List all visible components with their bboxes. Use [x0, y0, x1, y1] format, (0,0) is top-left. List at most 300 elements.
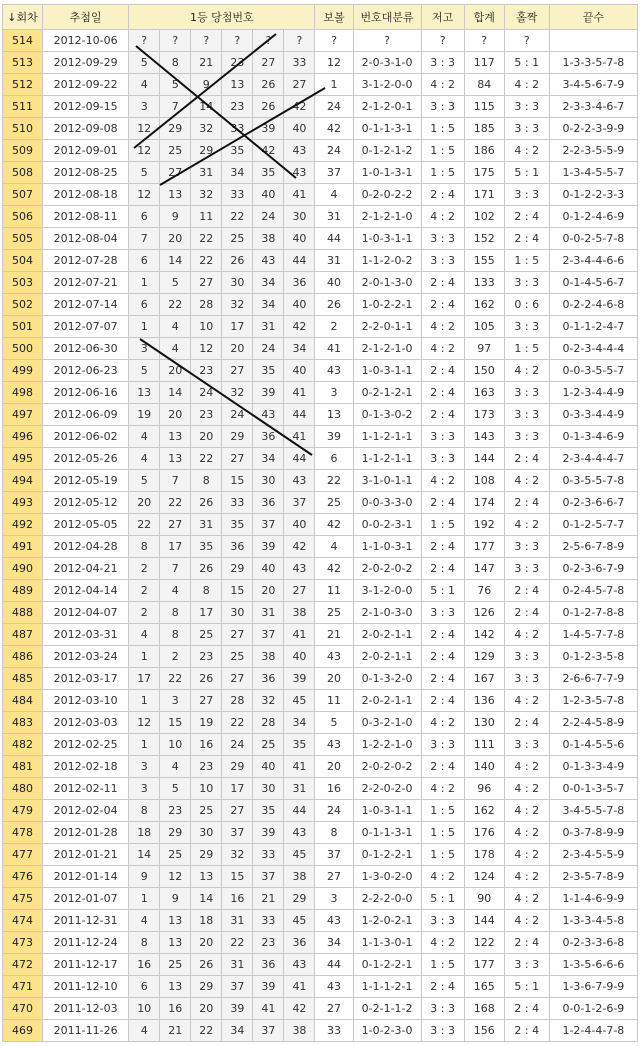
cell-n6: 43: [284, 140, 315, 162]
cell-round[interactable]: 483: [3, 712, 43, 734]
cell-date: 2012-05-19: [43, 470, 129, 492]
cell-round[interactable]: 510: [3, 118, 43, 140]
cell-low-high: 4 : 2: [421, 778, 464, 800]
cell-n1: 5: [129, 162, 160, 184]
cell-n4: 31: [222, 954, 253, 976]
cell-n2: 9: [160, 206, 191, 228]
cell-n4: 34: [222, 162, 253, 184]
cell-date: 2012-07-21: [43, 272, 129, 294]
cell-n4: ?: [222, 30, 253, 52]
cell-low-high: 2 : 4: [421, 382, 464, 404]
cell-end-digits: 1-4-5-7-7-8: [549, 624, 637, 646]
cell-n2: 7: [160, 470, 191, 492]
cell-n4: 33: [222, 118, 253, 140]
cell-band: 1-1-2-1-1: [353, 426, 421, 448]
cell-round[interactable]: 497: [3, 404, 43, 426]
cell-odd-even: 2 : 4: [504, 580, 549, 602]
cell-end-digits: 2-3-3-4-6-7: [549, 96, 637, 118]
cell-n1: 8: [129, 932, 160, 954]
cell-bonus: 43: [315, 734, 353, 756]
table-row: [3, 866, 638, 888]
cell-n6: 40: [284, 514, 315, 536]
cell-bonus: 31: [315, 206, 353, 228]
cell-n2: 16: [160, 998, 191, 1020]
cell-n5: 27: [253, 52, 284, 74]
cell-n5: 33: [253, 844, 284, 866]
cell-round[interactable]: 486: [3, 646, 43, 668]
cell-band: 0-1-2-2-1: [353, 954, 421, 976]
cell-round[interactable]: 511: [3, 96, 43, 118]
cell-n5: 39: [253, 118, 284, 140]
cell-low-high: 3 : 3: [421, 602, 464, 624]
header-row: [3, 5, 638, 30]
cell-n4: 25: [222, 228, 253, 250]
cell-sum: 162: [464, 800, 504, 822]
cell-low-high: 2 : 4: [421, 690, 464, 712]
cell-n3: 31: [191, 162, 222, 184]
cell-n5: 37: [253, 514, 284, 536]
cell-bonus: 27: [315, 866, 353, 888]
cell-end-digits: 0-1-1-2-4-7: [549, 316, 637, 338]
table-row: [3, 822, 638, 844]
cell-band: 1-0-3-1-1: [353, 360, 421, 382]
cell-sum: 162: [464, 294, 504, 316]
table-row: [3, 272, 638, 294]
cell-sum: 105: [464, 316, 504, 338]
cell-round[interactable]: 505: [3, 228, 43, 250]
table-row: [3, 888, 638, 910]
cell-bonus: 25: [315, 492, 353, 514]
cell-low-high: 2 : 4: [421, 646, 464, 668]
cell-odd-even: 2 : 4: [504, 228, 549, 250]
cell-n2: 20: [160, 360, 191, 382]
cell-date: 2012-06-16: [43, 382, 129, 404]
cell-band: 0-1-3-0-2: [353, 404, 421, 426]
cell-n2: 15: [160, 712, 191, 734]
cell-n4: 33: [222, 492, 253, 514]
cell-n3: 26: [191, 668, 222, 690]
cell-odd-even: 3 : 3: [504, 316, 549, 338]
cell-low-high: 1 : 5: [421, 118, 464, 140]
cell-n6: 38: [284, 866, 315, 888]
cell-n1: 4: [129, 74, 160, 96]
cell-end-digits: 2-3-4-4-6-6: [549, 250, 637, 272]
cell-n2: 7: [160, 558, 191, 580]
cell-n5: 43: [253, 404, 284, 426]
cell-n2: 21: [160, 1020, 191, 1042]
cell-round[interactable]: 484: [3, 690, 43, 712]
cell-sum: 140: [464, 756, 504, 778]
cell-date: 2012-04-28: [43, 536, 129, 558]
cell-bonus: 33: [315, 1020, 353, 1042]
cell-sum: 177: [464, 954, 504, 976]
cell-odd-even: 3 : 3: [504, 426, 549, 448]
cell-bonus: 43: [315, 360, 353, 382]
cell-date: 2012-01-21: [43, 844, 129, 866]
cell-bonus: 22: [315, 470, 353, 492]
cell-round[interactable]: 514: [3, 30, 43, 52]
cell-n6: 43: [284, 470, 315, 492]
cell-n1: 1: [129, 888, 160, 910]
cell-low-high: 2 : 4: [421, 668, 464, 690]
cell-sum: 163: [464, 382, 504, 404]
cell-bonus: 43: [315, 646, 353, 668]
cell-n5: 38: [253, 646, 284, 668]
cell-end-digits: 0-1-2-3-5-8: [549, 646, 637, 668]
cell-n6: 43: [284, 822, 315, 844]
cell-n5: 31: [253, 316, 284, 338]
cell-band: 1-2-2-1-0: [353, 734, 421, 756]
cell-low-high: 2 : 4: [421, 492, 464, 514]
cell-n1: 4: [129, 448, 160, 470]
cell-end-digits: 0-3-7-8-9-9: [549, 822, 637, 844]
cell-end-digits: 2-3-4-5-5-9: [549, 844, 637, 866]
cell-n2: 22: [160, 668, 191, 690]
cell-round[interactable]: 504: [3, 250, 43, 272]
cell-band: 2-0-2-1-1: [353, 646, 421, 668]
cell-band: 1-0-2-2-1: [353, 294, 421, 316]
cell-round[interactable]: 506: [3, 206, 43, 228]
cell-low-high: 3 : 3: [421, 910, 464, 932]
header-round[interactable]: ↓회차: [3, 5, 43, 30]
cell-low-high: 1 : 5: [421, 162, 464, 184]
cell-odd-even: 3 : 3: [504, 272, 549, 294]
cell-n2: 7: [160, 96, 191, 118]
cell-end-digits: 2-6-6-7-7-9: [549, 668, 637, 690]
cell-band: 1-1-1-2-1: [353, 976, 421, 998]
cell-n2: 5: [160, 778, 191, 800]
table-row: [3, 492, 638, 514]
cell-date: 2012-09-01: [43, 140, 129, 162]
table-row: [3, 360, 638, 382]
cell-n4: 36: [222, 536, 253, 558]
cell-n2: 4: [160, 580, 191, 602]
cell-n5: 34: [253, 448, 284, 470]
cell-n4: 23: [222, 96, 253, 118]
cell-round[interactable]: 512: [3, 74, 43, 96]
cell-n3: 23: [191, 756, 222, 778]
cell-low-high: 3 : 3: [421, 998, 464, 1020]
cell-n2: 8: [160, 624, 191, 646]
cell-band: 0-1-1-3-1: [353, 822, 421, 844]
cell-band: 0-3-2-1-0: [353, 712, 421, 734]
cell-sum: 97: [464, 338, 504, 360]
cell-round[interactable]: 501: [3, 316, 43, 338]
cell-date: 2012-08-11: [43, 206, 129, 228]
cell-n4: 15: [222, 470, 253, 492]
cell-n4: 39: [222, 998, 253, 1020]
cell-round[interactable]: 481: [3, 756, 43, 778]
cell-date: 2012-07-14: [43, 294, 129, 316]
cell-n6: 30: [284, 206, 315, 228]
cell-n2: 29: [160, 118, 191, 140]
cell-n3: 28: [191, 294, 222, 316]
cell-n4: 27: [222, 800, 253, 822]
table-row: [3, 624, 638, 646]
cell-round[interactable]: 478: [3, 822, 43, 844]
cell-n5: 26: [253, 74, 284, 96]
cell-n5: 35: [253, 162, 284, 184]
cell-round[interactable]: 488: [3, 602, 43, 624]
cell-round[interactable]: 513: [3, 52, 43, 74]
cell-n2: 13: [160, 426, 191, 448]
cell-odd-even: 4 : 2: [504, 866, 549, 888]
cell-n6: 42: [284, 998, 315, 1020]
cell-bonus: 34: [315, 932, 353, 954]
cell-low-high: 2 : 4: [421, 360, 464, 382]
cell-n6: 31: [284, 778, 315, 800]
cell-n3: 20: [191, 998, 222, 1020]
cell-band: 2-2-0-2-0: [353, 778, 421, 800]
table-row: [3, 580, 638, 602]
cell-low-high: 2 : 4: [421, 294, 464, 316]
cell-round[interactable]: 480: [3, 778, 43, 800]
cell-bonus: 16: [315, 778, 353, 800]
cell-round[interactable]: 485: [3, 668, 43, 690]
cell-date: 2012-09-29: [43, 52, 129, 74]
cell-n5: 37: [253, 866, 284, 888]
cell-bonus: 26: [315, 294, 353, 316]
cell-n3: 29: [191, 140, 222, 162]
cell-round[interactable]: 476: [3, 866, 43, 888]
cell-date: 2012-10-06: [43, 30, 129, 52]
cell-date: 2012-06-30: [43, 338, 129, 360]
cell-n6: 40: [284, 646, 315, 668]
cell-round[interactable]: 474: [3, 910, 43, 932]
cell-bonus: 3: [315, 382, 353, 404]
cell-n5: 23: [253, 932, 284, 954]
table-row: [3, 734, 638, 756]
cell-n4: 37: [222, 976, 253, 998]
cell-n6: 43: [284, 954, 315, 976]
cell-end-digits: 0-2-2-3-9-9: [549, 118, 637, 140]
cell-n5: 37: [253, 624, 284, 646]
cell-round[interactable]: 482: [3, 734, 43, 756]
cell-low-high: 5 : 1: [421, 580, 464, 602]
cell-sum: 117: [464, 52, 504, 74]
cell-round[interactable]: 500: [3, 338, 43, 360]
cell-bonus: 25: [315, 602, 353, 624]
cell-n1: 4: [129, 1020, 160, 1042]
cell-bonus: 11: [315, 690, 353, 712]
cell-date: 2012-03-31: [43, 624, 129, 646]
table-row: [3, 162, 638, 184]
cell-round[interactable]: 498: [3, 382, 43, 404]
cell-n3: 22: [191, 228, 222, 250]
cell-end-digits: 0-3-5-5-7-8: [549, 470, 637, 492]
cell-round[interactable]: 491: [3, 536, 43, 558]
cell-n4: 29: [222, 558, 253, 580]
table-row: [3, 932, 638, 954]
cell-n4: 22: [222, 712, 253, 734]
cell-band: 2-0-1-3-0: [353, 272, 421, 294]
cell-n6: 34: [284, 712, 315, 734]
cell-n3: 26: [191, 558, 222, 580]
cell-odd-even: 0 : 6: [504, 294, 549, 316]
cell-round[interactable]: 502: [3, 294, 43, 316]
cell-bonus: 42: [315, 514, 353, 536]
cell-sum: ?: [464, 30, 504, 52]
cell-end-digits: [549, 30, 637, 52]
cell-n6: 44: [284, 800, 315, 822]
cell-round[interactable]: 487: [3, 624, 43, 646]
cell-date: 2012-01-28: [43, 822, 129, 844]
cell-n6: 41: [284, 382, 315, 404]
cell-round[interactable]: 473: [3, 932, 43, 954]
cell-odd-even: 4 : 2: [504, 624, 549, 646]
cell-sum: 124: [464, 866, 504, 888]
cell-low-high: 4 : 2: [421, 338, 464, 360]
cell-end-digits: 0-1-2-5-7-7: [549, 514, 637, 536]
cell-low-high: 2 : 4: [421, 184, 464, 206]
cell-low-high: 2 : 4: [421, 272, 464, 294]
table-row: [3, 800, 638, 822]
cell-low-high: 1 : 5: [421, 140, 464, 162]
cell-n2: 3: [160, 690, 191, 712]
cell-band: ?: [353, 30, 421, 52]
cell-n6: 27: [284, 580, 315, 602]
cell-low-high: 2 : 4: [421, 558, 464, 580]
cell-date: 2012-02-25: [43, 734, 129, 756]
cell-band: 1-1-3-0-1: [353, 932, 421, 954]
cell-n3: 8: [191, 580, 222, 602]
cell-sum: 133: [464, 272, 504, 294]
cell-bonus: 40: [315, 272, 353, 294]
cell-round[interactable]: 471: [3, 976, 43, 998]
cell-odd-even: 4 : 2: [504, 844, 549, 866]
cell-n4: 27: [222, 448, 253, 470]
cell-n2: 2: [160, 646, 191, 668]
cell-round[interactable]: 489: [3, 580, 43, 602]
cell-n5: 36: [253, 668, 284, 690]
cell-n3: 22: [191, 448, 222, 470]
cell-n1: 3: [129, 778, 160, 800]
cell-band: 2-0-2-0-2: [353, 558, 421, 580]
cell-n3: 26: [191, 492, 222, 514]
cell-n6: 45: [284, 690, 315, 712]
cell-n5: 34: [253, 294, 284, 316]
cell-round[interactable]: 479: [3, 800, 43, 822]
cell-n2: 20: [160, 228, 191, 250]
cell-n4: 30: [222, 272, 253, 294]
cell-round[interactable]: 475: [3, 888, 43, 910]
cell-n4: 32: [222, 844, 253, 866]
cell-low-high: 3 : 3: [421, 426, 464, 448]
cell-n2: 25: [160, 954, 191, 976]
cell-round[interactable]: 472: [3, 954, 43, 976]
cell-band: 2-1-2-1-0: [353, 206, 421, 228]
cell-n3: 26: [191, 954, 222, 976]
cell-n6: 41: [284, 976, 315, 998]
cell-round[interactable]: 493: [3, 492, 43, 514]
cell-date: 2012-08-25: [43, 162, 129, 184]
cell-n6: 42: [284, 96, 315, 118]
cell-sum: 177: [464, 536, 504, 558]
cell-date: 2012-08-04: [43, 228, 129, 250]
cell-low-high: 4 : 2: [421, 206, 464, 228]
cell-round[interactable]: 496: [3, 426, 43, 448]
cell-n4: 27: [222, 360, 253, 382]
cell-bonus: 24: [315, 800, 353, 822]
cell-round[interactable]: 477: [3, 844, 43, 866]
cell-sum: 108: [464, 470, 504, 492]
cell-round[interactable]: 503: [3, 272, 43, 294]
cell-round[interactable]: 499: [3, 360, 43, 382]
cell-n6: 38: [284, 1020, 315, 1042]
cell-n4: 24: [222, 404, 253, 426]
cell-band: 1-0-3-1-1: [353, 228, 421, 250]
cell-bonus: 43: [315, 976, 353, 998]
cell-n3: 30: [191, 822, 222, 844]
cell-n4: 29: [222, 756, 253, 778]
table-row: [3, 646, 638, 668]
cell-low-high: 3 : 3: [421, 734, 464, 756]
cell-band: 1-0-3-1-1: [353, 800, 421, 822]
cell-n3: 18: [191, 910, 222, 932]
cell-n2: 25: [160, 140, 191, 162]
cell-n3: 25: [191, 800, 222, 822]
cell-end-digits: 0-1-4-5-6-7: [549, 272, 637, 294]
cell-n1: 2: [129, 558, 160, 580]
cell-band: 2-0-2-1-1: [353, 624, 421, 646]
cell-round[interactable]: 469: [3, 1020, 43, 1042]
cell-odd-even: 3 : 3: [504, 734, 549, 756]
cell-round[interactable]: 490: [3, 558, 43, 580]
cell-bonus: 11: [315, 580, 353, 602]
cell-n4: 15: [222, 866, 253, 888]
cell-low-high: 2 : 4: [421, 624, 464, 646]
cell-date: 2012-04-07: [43, 602, 129, 624]
cell-round[interactable]: 492: [3, 514, 43, 536]
cell-n2: 13: [160, 448, 191, 470]
cell-bonus: 42: [315, 558, 353, 580]
cell-end-digits: 1-2-3-5-7-8: [549, 690, 637, 712]
cell-n2: 13: [160, 976, 191, 998]
cell-sum: 175: [464, 162, 504, 184]
cell-odd-even: 4 : 2: [504, 470, 549, 492]
cell-n1: 6: [129, 976, 160, 998]
cell-bonus: ?: [315, 30, 353, 52]
cell-band: 0-1-2-2-1: [353, 844, 421, 866]
cell-n4: 23: [222, 52, 253, 74]
cell-n2: 14: [160, 250, 191, 272]
cell-n3: 22: [191, 250, 222, 272]
cell-n6: 41: [284, 624, 315, 646]
cell-n1: 6: [129, 250, 160, 272]
cell-round[interactable]: 470: [3, 998, 43, 1020]
cell-date: 2012-01-07: [43, 888, 129, 910]
cell-bonus: 39: [315, 426, 353, 448]
cell-date: 2012-06-02: [43, 426, 129, 448]
cell-n1: 12: [129, 140, 160, 162]
cell-odd-even: 4 : 2: [504, 74, 549, 96]
cell-n6: ?: [284, 30, 315, 52]
cell-round[interactable]: 495: [3, 448, 43, 470]
cell-round[interactable]: 494: [3, 470, 43, 492]
table-row: [3, 382, 638, 404]
cell-n2: 27: [160, 162, 191, 184]
cell-round[interactable]: 508: [3, 162, 43, 184]
cell-odd-even: 2 : 4: [504, 998, 549, 1020]
cell-odd-even: 1 : 5: [504, 338, 549, 360]
table-row: [3, 118, 638, 140]
cell-round[interactable]: 509: [3, 140, 43, 162]
cell-n5: 33: [253, 910, 284, 932]
cell-n5: 24: [253, 338, 284, 360]
cell-date: 2012-03-10: [43, 690, 129, 712]
cell-round[interactable]: 507: [3, 184, 43, 206]
cell-end-digits: 0-3-3-4-4-9: [549, 404, 637, 426]
